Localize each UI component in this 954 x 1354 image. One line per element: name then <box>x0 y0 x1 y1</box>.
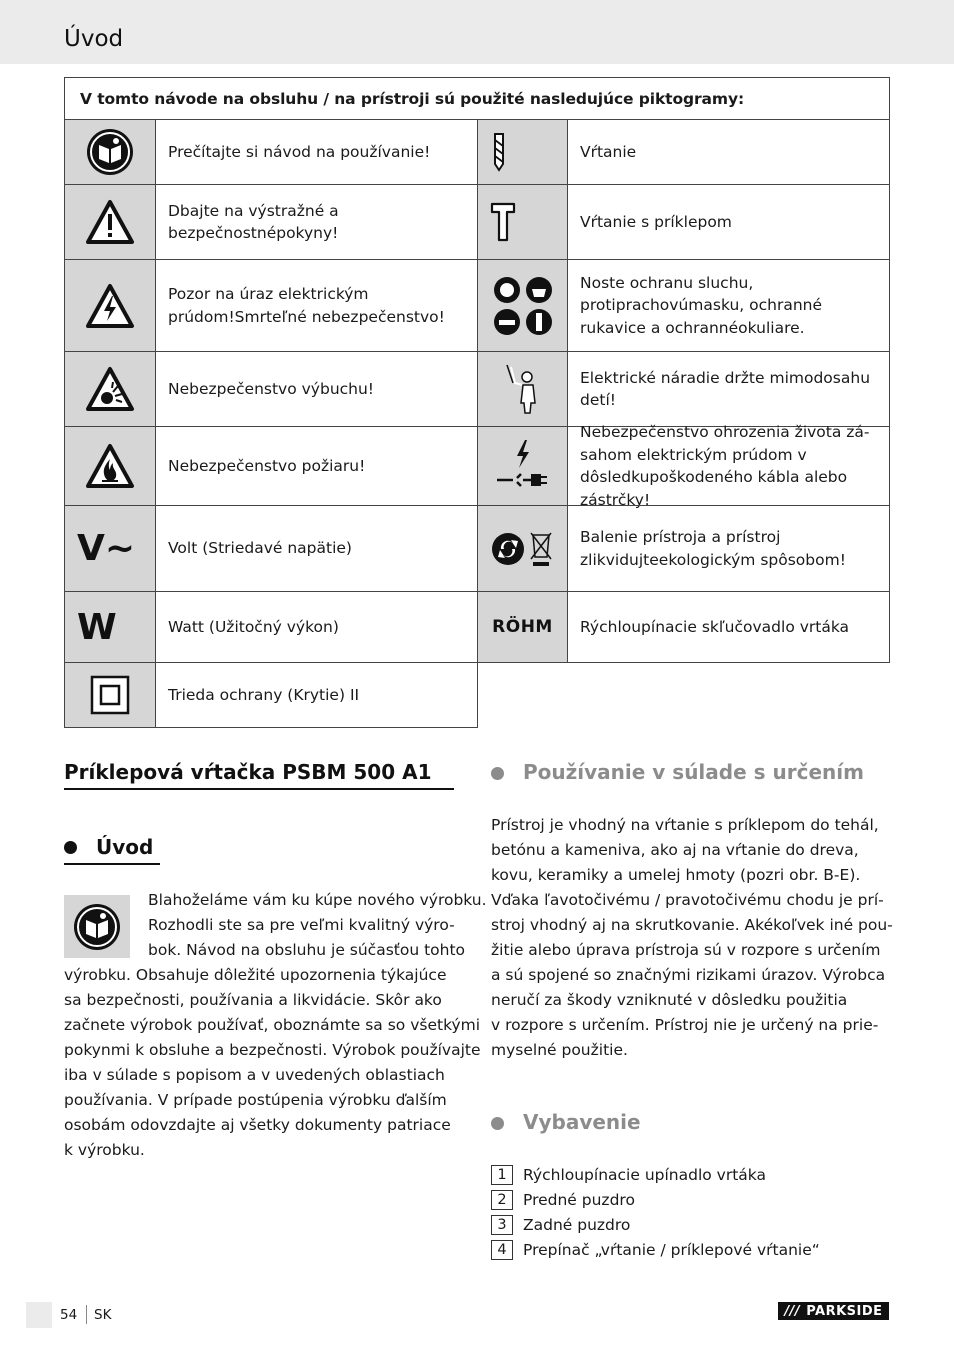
footer-marker <box>26 1302 52 1328</box>
equipment-number: 4 <box>491 1240 513 1260</box>
picto-text-volt: Volt (Striedavé napätie) <box>155 505 478 592</box>
volt-ac-icon: V~ <box>64 505 156 592</box>
usage-text: Prístroj je vhodný na vŕtanie s príklepom do tehál, betónu a kameniva, ako aj na vŕtanie do dreva, kovu, keramiky a umelej hmoty (pozri obr. B-E). Vďaka ľavotočivému / pravotočivému chodu je prí- stroj vhodný aj na skrutkovanie. Akékoľvek iné pou- žitie alebo úprava prístroja sú v rozpore s určením a sú spojené so značnými rizikami úrazov. Výrobca neručí za škody vzniknuté v dôsledku použitia v rozpore s určením. Prístroj nie je určený na prie- myselné použitie. <box>491 816 893 1059</box>
equipment-item <box>491 1165 766 1185</box>
picto-text-children: Elektrické náradie držte mimodosahu detí! <box>567 351 890 427</box>
damaged-cable-icon <box>477 426 568 506</box>
hammer-icon <box>477 184 568 260</box>
picto-text-fire: Nebezpečenstvo požiaru! <box>155 426 478 506</box>
explosion-icon <box>64 351 156 427</box>
equipment-number: 3 <box>491 1215 513 1235</box>
picto-text-recycling: Balenie prístroja a prístroj zlikvidujteekologickým spôsobom! <box>567 505 890 592</box>
picto-text-explosion: Nebezpečenstvo výbuchu! <box>155 351 478 427</box>
picto-text-shock: Pozor na úraz elektrickým prúdom!Smrteľné nebezpečenstvo! <box>155 259 478 352</box>
product-title: Príklepová vŕtačka PSBM 500 A1 <box>64 760 432 784</box>
page-title: Úvod <box>64 26 124 52</box>
picto-text-warning: Dbajte na výstražné a bezpečnostnépokyny! <box>155 184 478 260</box>
warning-triangle-icon <box>64 184 156 260</box>
intro-title-underline <box>64 863 160 865</box>
usage-title: Používanie v súlade s určením <box>523 760 864 784</box>
picto-text-drilling: Vŕtanie <box>567 119 890 185</box>
protection-class-icon <box>64 662 156 728</box>
fire-icon <box>64 426 156 506</box>
ppe-icon <box>477 259 568 352</box>
product-title-underline <box>64 788 454 790</box>
read-manual-icon <box>64 119 156 185</box>
picto-text-watt: Watt (Užitočný výkon) <box>155 591 478 663</box>
equipment-title: Vybavenie <box>523 1110 641 1134</box>
equipment-label: Prepínač „vŕtanie / príklepové vŕtanie“ <box>523 1241 820 1259</box>
equipment-label: Predné puzdro <box>523 1191 635 1209</box>
equipment-label: Zadné puzdro <box>523 1216 631 1234</box>
picto-text-cable: Nebezpečenstvo ohrozenia života zá-sahom elektrickým prúdom v dôsledkupoškodeného kábla alebo zástrčky! <box>567 426 890 506</box>
drill-bit-icon <box>477 119 568 185</box>
equipment-item <box>491 1240 820 1260</box>
equipment-item <box>491 1190 635 1210</box>
equipment-bullet <box>491 1117 504 1130</box>
recycling-icon <box>477 505 568 592</box>
logo-stripes-icon: /// <box>784 1303 801 1319</box>
page-number: 54 <box>60 1307 78 1323</box>
rohm-logo-icon: RÖHM <box>477 591 568 663</box>
table-heading: V tomto návode na obsluhu / na prístroji sú použité nasledujúce piktogramy: <box>64 77 890 120</box>
brand-name: PARKSIDE <box>806 1303 883 1319</box>
picto-text-ppe: Noste ochranu sluchu, protiprachovúmasku, ochranné rukavice a ochrannéokuliare. <box>567 259 890 352</box>
parkside-logo <box>778 1302 889 1320</box>
equipment-number: 2 <box>491 1190 513 1210</box>
intro-text-body: výrobku. Obsahuje dôležité upozornenia týkajúce sa bezpečnosti, používania a likvidácie. Skôr ako začnete výrobok používať, oboznámte sa so všetkými pokynmi k obsluhe a bezpečnosti. Výrobok používajte iba v súlade s popisom a v uvedených oblastiach používania. V prípade postúpenia výrobku ďalším osobám odovzdajte aj všetky dokumenty patriace k výrobku. <box>64 966 481 1159</box>
intro-text-top: Blahoželáme vám ku kúpe nového výrobku. Rozhodli ste sa pre veľmi kvalitný výro- bok. Návod na obsluhu je súčasťou tohto <box>148 891 487 959</box>
picto-text-protection: Trieda ochrany (Krytie) II <box>155 662 478 728</box>
intro-bullet <box>64 841 77 854</box>
picto-text-chuck: Rýchloupínacie skľučovadlo vrtáka <box>567 591 890 663</box>
equipment-item <box>491 1215 630 1235</box>
usage-bullet <box>491 767 504 780</box>
watt-icon: W <box>64 591 156 663</box>
read-manual-icon <box>64 895 130 958</box>
picto-text-hammer-drilling: Vŕtanie s príklepom <box>567 184 890 260</box>
equipment-number: 1 <box>491 1165 513 1185</box>
picto-text-read-manual: Prečítajte si návod na používanie! <box>155 119 478 185</box>
language-code: SK <box>94 1307 112 1323</box>
keep-from-children-icon <box>477 351 568 427</box>
footer-divider <box>86 1305 87 1324</box>
equipment-label: Rýchloupínacie upínadlo vrtáka <box>523 1166 766 1184</box>
intro-title: Úvod <box>96 835 154 859</box>
electric-shock-icon <box>64 259 156 352</box>
header-band <box>0 0 954 64</box>
